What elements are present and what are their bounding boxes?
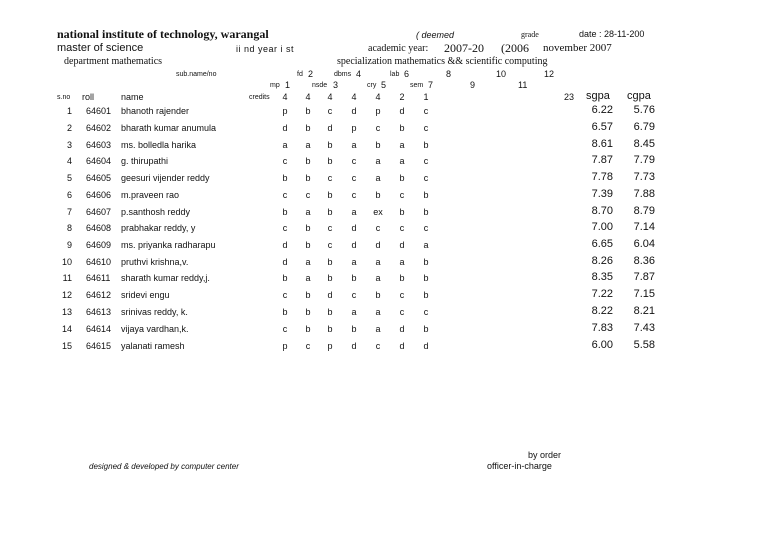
credit-value: 4 bbox=[282, 92, 288, 102]
row-sno: 6 bbox=[66, 190, 72, 200]
row-name: sharath kumar reddy,j. bbox=[121, 273, 210, 283]
row-grade: c bbox=[351, 290, 357, 300]
column-cgpa: cgpa bbox=[627, 90, 651, 102]
row-grade: c bbox=[423, 123, 429, 133]
row-grade: d bbox=[399, 341, 405, 351]
total-credits: 23 bbox=[564, 92, 575, 102]
row-roll: 64604 bbox=[86, 156, 112, 166]
row-grade: c bbox=[375, 123, 381, 133]
row-name: g. thirupathi bbox=[121, 156, 169, 166]
row-roll: 64606 bbox=[86, 190, 112, 200]
row-grade: c bbox=[375, 341, 381, 351]
row-grade: a bbox=[399, 257, 405, 267]
row-grade: a bbox=[305, 140, 311, 150]
row-grade: d bbox=[399, 324, 405, 334]
row-sgpa: 8.35 bbox=[591, 271, 613, 283]
row-roll: 64605 bbox=[86, 173, 112, 183]
subject-fd: fd bbox=[297, 71, 303, 78]
subject-sem-number: 7 bbox=[428, 80, 434, 90]
subject-11: 11 bbox=[518, 80, 528, 90]
row-grade: a bbox=[399, 140, 405, 150]
row-grade: b bbox=[375, 290, 381, 300]
row-grade: ex bbox=[373, 207, 383, 217]
row-grade: b bbox=[327, 257, 333, 267]
row-sno: 4 bbox=[66, 156, 72, 166]
subject-9: 9 bbox=[470, 80, 476, 90]
row-grade: b bbox=[305, 173, 311, 183]
officer-in-charge-label: officer-in-charge bbox=[487, 461, 552, 471]
exam-month: november 2007 bbox=[543, 42, 612, 54]
row-grade: p bbox=[351, 123, 357, 133]
row-cgpa: 7.15 bbox=[633, 288, 655, 300]
row-grade: b bbox=[351, 324, 357, 334]
subject-nsde: nsde bbox=[312, 82, 328, 89]
academic-year: 2007-20 bbox=[444, 41, 484, 55]
row-grade: b bbox=[399, 207, 405, 217]
row-grade: c bbox=[351, 156, 357, 166]
row-roll: 64610 bbox=[86, 257, 112, 267]
credit-value: 4 bbox=[327, 92, 333, 102]
credit-value: 4 bbox=[375, 92, 381, 102]
session-year: (2006 bbox=[501, 41, 529, 55]
row-grade: a bbox=[375, 173, 381, 183]
program-name: master of science bbox=[57, 42, 144, 54]
row-sno: 12 bbox=[61, 290, 72, 300]
row-cgpa: 7.43 bbox=[633, 322, 655, 334]
subject-fd-number: 2 bbox=[308, 69, 314, 79]
row-grade: d bbox=[399, 240, 405, 250]
row-sno: 5 bbox=[66, 173, 72, 183]
row-name: ms. priyanka radharapu bbox=[121, 240, 216, 250]
row-grade: a bbox=[375, 257, 381, 267]
row-grade: a bbox=[375, 307, 381, 317]
row-sgpa: 7.87 bbox=[591, 154, 613, 166]
subject-10: 10 bbox=[496, 69, 507, 79]
row-grade: p bbox=[282, 341, 288, 351]
row-grade: b bbox=[327, 156, 333, 166]
row-cgpa: 5.76 bbox=[633, 104, 655, 116]
row-cgpa: 5.58 bbox=[633, 339, 655, 351]
row-roll: 64608 bbox=[86, 223, 112, 233]
row-grade: b bbox=[305, 324, 311, 334]
table-row bbox=[0, 341, 768, 358]
row-grade: a bbox=[375, 273, 381, 283]
column-name: name bbox=[121, 92, 144, 102]
row-roll: 64603 bbox=[86, 140, 112, 150]
row-sgpa: 7.22 bbox=[591, 288, 613, 300]
row-grade: b bbox=[423, 257, 429, 267]
row-cgpa: 8.21 bbox=[633, 305, 655, 317]
row-sno: 3 bbox=[66, 140, 72, 150]
row-grade: p bbox=[282, 106, 288, 116]
row-grade: a bbox=[423, 240, 429, 250]
row-grade: c bbox=[351, 190, 357, 200]
row-grade: b bbox=[305, 106, 311, 116]
row-grade: b bbox=[305, 307, 311, 317]
row-grade: b bbox=[423, 190, 429, 200]
row-name: srinivas reddy, k. bbox=[121, 307, 188, 317]
row-name: vijaya vardhan,k. bbox=[121, 324, 189, 334]
row-grade: a bbox=[351, 140, 357, 150]
row-roll: 64602 bbox=[86, 123, 112, 133]
row-grade: b bbox=[399, 273, 405, 283]
row-sgpa: 6.22 bbox=[591, 104, 613, 116]
row-grade: b bbox=[375, 140, 381, 150]
row-grade: d bbox=[282, 123, 288, 133]
row-grade: c bbox=[305, 190, 311, 200]
subject-dbms-number: 4 bbox=[356, 69, 362, 79]
row-roll: 64611 bbox=[86, 273, 111, 283]
grade-label: grade bbox=[521, 30, 539, 39]
row-sno: 1 bbox=[66, 106, 72, 116]
row-grade: a bbox=[351, 307, 357, 317]
row-sno: 2 bbox=[66, 123, 72, 133]
row-grade: d bbox=[399, 106, 405, 116]
row-cgpa: 7.73 bbox=[633, 171, 655, 183]
row-name: bharath kumar anumula bbox=[121, 123, 217, 133]
row-grade: a bbox=[375, 324, 381, 334]
row-grade: b bbox=[423, 290, 429, 300]
subject-lab: lab bbox=[390, 71, 400, 78]
credit-value: 4 bbox=[305, 92, 311, 102]
row-grade: a bbox=[351, 257, 357, 267]
row-grade: c bbox=[399, 307, 405, 317]
row-name: prabhakar reddy, y bbox=[121, 223, 196, 233]
row-grade: b bbox=[327, 207, 333, 217]
row-grade: c bbox=[327, 223, 333, 233]
row-roll: 64607 bbox=[86, 207, 112, 217]
row-sno: 9 bbox=[66, 240, 72, 250]
column-roll: roll bbox=[82, 92, 95, 102]
row-cgpa: 8.79 bbox=[633, 205, 655, 217]
row-grade: b bbox=[423, 207, 429, 217]
row-sgpa: 7.83 bbox=[591, 322, 613, 334]
row-sno: 11 bbox=[62, 273, 72, 283]
row-sgpa: 6.65 bbox=[591, 238, 613, 250]
row-grade: b bbox=[423, 273, 429, 283]
row-grade: c bbox=[399, 190, 405, 200]
credit-value: 1 bbox=[423, 92, 429, 102]
row-grade: b bbox=[327, 140, 333, 150]
row-grade: p bbox=[327, 341, 333, 351]
row-cgpa: 7.88 bbox=[633, 188, 655, 200]
row-sno: 13 bbox=[61, 307, 72, 317]
year-semester: ii nd year i st bbox=[236, 44, 295, 54]
row-grade: b bbox=[282, 173, 288, 183]
row-grade: b bbox=[351, 273, 357, 283]
row-grade: b bbox=[305, 290, 311, 300]
subject-cry-number: 5 bbox=[381, 80, 387, 90]
row-name: pruthvi krishna,v. bbox=[121, 257, 189, 267]
row-grade: c bbox=[423, 307, 429, 317]
row-grade: c bbox=[375, 223, 381, 233]
institute-title: national institute of technology, warangal bbox=[57, 27, 269, 41]
row-grade: b bbox=[282, 307, 288, 317]
by-order-label: by order bbox=[528, 450, 562, 460]
row-grade: d bbox=[282, 240, 288, 250]
row-sgpa: 7.00 bbox=[591, 221, 613, 233]
row-grade: b bbox=[399, 123, 405, 133]
row-cgpa: 7.87 bbox=[633, 271, 655, 283]
row-grade: b bbox=[305, 156, 311, 166]
row-grade: b bbox=[282, 273, 288, 283]
row-grade: d bbox=[351, 341, 357, 351]
row-sno: 15 bbox=[61, 341, 72, 351]
row-grade: b bbox=[423, 140, 429, 150]
row-grade: c bbox=[327, 106, 333, 116]
column-sno: s.no bbox=[57, 94, 71, 101]
row-grade: d bbox=[351, 223, 357, 233]
row-grade: a bbox=[351, 207, 357, 217]
row-sgpa: 6.00 bbox=[591, 339, 613, 351]
row-cgpa: 7.14 bbox=[633, 221, 655, 233]
department: department mathematics bbox=[64, 56, 163, 67]
row-sgpa: 6.57 bbox=[591, 121, 613, 133]
row-name: ms. bolledla harika bbox=[121, 140, 197, 150]
row-sno: 7 bbox=[66, 207, 72, 217]
row-grade: d bbox=[327, 123, 333, 133]
row-grade: c bbox=[282, 223, 288, 233]
specialization: specialization mathematics && scientific computing bbox=[337, 56, 548, 67]
row-grade: a bbox=[282, 140, 288, 150]
column-sgpa: sgpa bbox=[586, 90, 610, 102]
row-grade: b bbox=[327, 324, 333, 334]
designed-by-label: designed & developed by computer center bbox=[89, 462, 239, 471]
row-grade: b bbox=[305, 240, 311, 250]
row-grade: d bbox=[375, 240, 381, 250]
row-grade: b bbox=[305, 123, 311, 133]
academic-year-label: academic year: bbox=[368, 43, 429, 54]
row-grade: c bbox=[423, 156, 429, 166]
row-grade: a bbox=[399, 156, 405, 166]
row-grade: d bbox=[327, 290, 333, 300]
row-sgpa: 8.70 bbox=[591, 205, 613, 217]
row-roll: 64614 bbox=[86, 324, 112, 334]
row-grade: b bbox=[327, 190, 333, 200]
row-grade: c bbox=[282, 324, 288, 334]
row-grade: b bbox=[282, 207, 288, 217]
row-grade: a bbox=[305, 207, 311, 217]
report-date: date : 28-11-200 bbox=[579, 29, 645, 39]
row-grade: b bbox=[327, 273, 333, 283]
row-grade: c bbox=[399, 223, 405, 233]
row-roll: 64609 bbox=[86, 240, 112, 250]
row-roll: 64601 bbox=[86, 106, 112, 116]
row-name: yalanati ramesh bbox=[121, 341, 185, 351]
row-grade: c bbox=[423, 173, 429, 183]
row-name: geesuri vijender reddy bbox=[121, 173, 210, 183]
row-name: bhanoth rajender bbox=[121, 106, 190, 116]
subject-dbms: dbms bbox=[334, 71, 352, 78]
row-cgpa: 8.45 bbox=[633, 138, 655, 150]
subject-cry: cry bbox=[367, 82, 377, 89]
row-grade: a bbox=[305, 257, 311, 267]
row-grade: c bbox=[327, 240, 333, 250]
row-name: sridevi engu bbox=[121, 290, 170, 300]
row-grade: d bbox=[351, 240, 357, 250]
row-cgpa: 8.36 bbox=[633, 255, 655, 267]
row-grade: c bbox=[327, 173, 333, 183]
row-roll: 64612 bbox=[86, 290, 112, 300]
row-sgpa: 7.39 bbox=[591, 188, 613, 200]
row-sno: 8 bbox=[66, 223, 72, 233]
row-grade: b bbox=[423, 324, 429, 334]
row-grade: p bbox=[375, 106, 381, 116]
row-grade: d bbox=[423, 341, 429, 351]
row-grade: c bbox=[305, 341, 311, 351]
row-name: p.santhosh reddy bbox=[121, 207, 191, 217]
row-grade: c bbox=[282, 290, 288, 300]
row-grade: c bbox=[351, 173, 357, 183]
row-sgpa: 8.26 bbox=[591, 255, 613, 267]
subject-sem: sem bbox=[410, 82, 424, 89]
row-sgpa: 8.61 bbox=[591, 138, 613, 150]
row-cgpa: 6.04 bbox=[633, 238, 655, 250]
row-roll: 64615 bbox=[86, 341, 112, 351]
subject-lab-number: 6 bbox=[404, 69, 410, 79]
row-grade: b bbox=[305, 223, 311, 233]
row-grade: b bbox=[375, 190, 381, 200]
row-cgpa: 6.79 bbox=[633, 121, 655, 133]
subject-mp-number: 1 bbox=[285, 80, 291, 90]
subject-8: 8 bbox=[446, 69, 452, 79]
row-grade: b bbox=[327, 307, 333, 317]
subject-12: 12 bbox=[544, 69, 555, 79]
row-grade: a bbox=[375, 156, 381, 166]
row-grade: a bbox=[305, 273, 311, 283]
row-name: m.praveen rao bbox=[121, 190, 180, 200]
column-credits: credits bbox=[249, 94, 270, 101]
row-sgpa: 8.22 bbox=[591, 305, 613, 317]
subject-mp: mp bbox=[270, 82, 280, 89]
row-grade: c bbox=[423, 106, 429, 116]
row-grade: c bbox=[399, 290, 405, 300]
row-grade: c bbox=[423, 223, 429, 233]
row-cgpa: 7.79 bbox=[633, 154, 655, 166]
credit-value: 2 bbox=[399, 92, 405, 102]
row-sgpa: 7.78 bbox=[591, 171, 613, 183]
row-grade: c bbox=[282, 190, 288, 200]
subject-name-label: sub.name/no bbox=[176, 71, 217, 78]
row-sno: 10 bbox=[61, 257, 72, 267]
row-grade: b bbox=[399, 173, 405, 183]
row-grade: d bbox=[282, 257, 288, 267]
deemed-label: ( deemed bbox=[416, 30, 455, 40]
row-grade: d bbox=[351, 106, 357, 116]
row-roll: 64613 bbox=[86, 307, 112, 317]
credit-value: 4 bbox=[351, 92, 357, 102]
row-sno: 14 bbox=[61, 324, 72, 334]
row-grade: c bbox=[282, 156, 288, 166]
subject-nsde-number: 3 bbox=[333, 80, 339, 90]
